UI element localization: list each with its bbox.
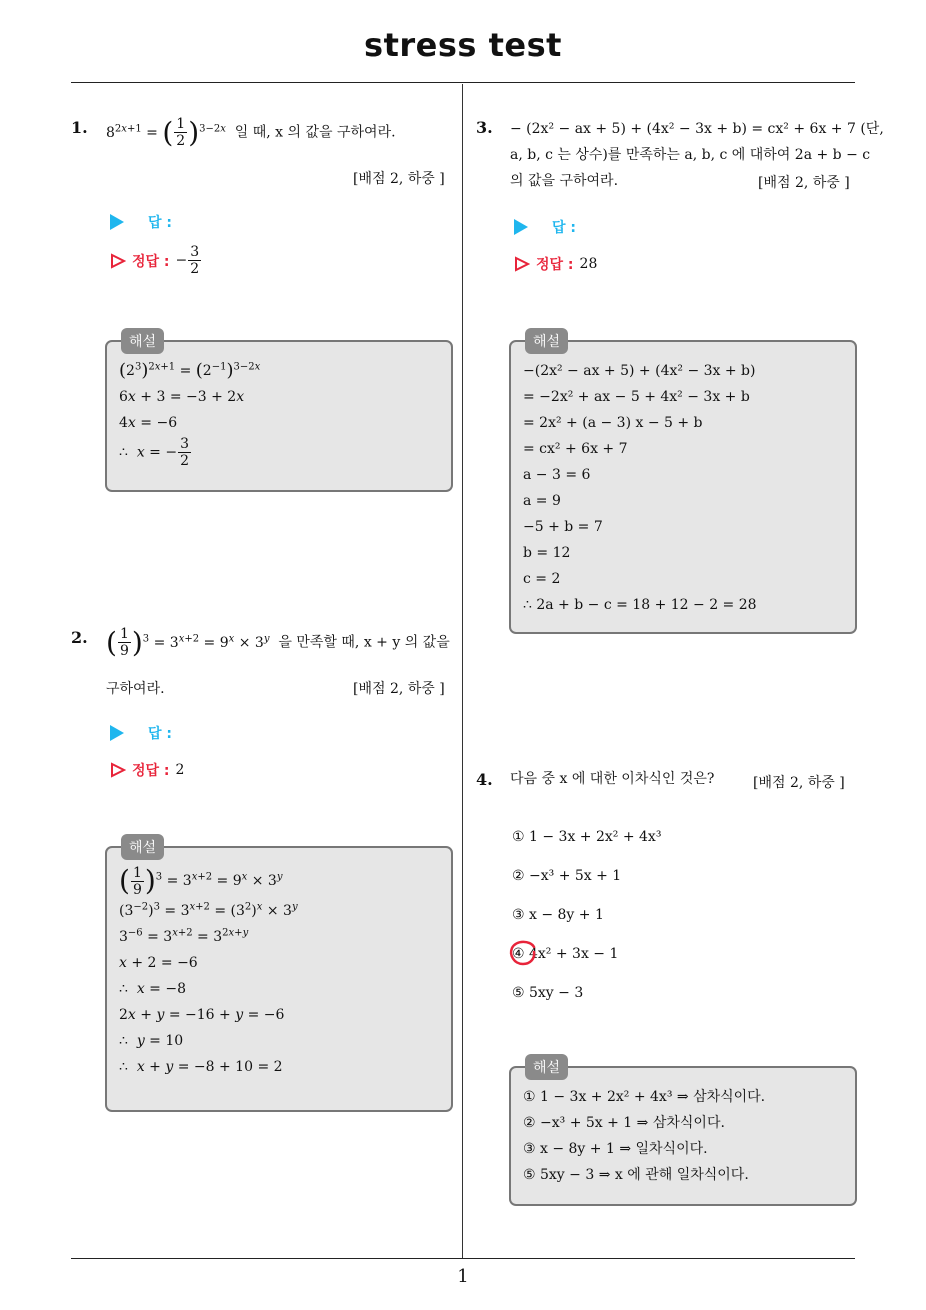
question-1-answer-row [110, 212, 172, 232]
question-2-text [106, 626, 450, 659]
outline-triangle-icon [110, 762, 126, 778]
solution-line: 6x + 3 = −3 + 2x [119, 389, 245, 405]
question-1-solution-box [105, 334, 453, 492]
solution-line: 2x + y = −16 + y = −6 [119, 1007, 285, 1023]
question-4-solution-box [509, 1060, 857, 1206]
question-1-correct-row [110, 244, 202, 277]
solution-line: ② −x³ + 5x + 1 ⇒ 삼차식이다. [523, 1115, 725, 1131]
question-2-number: 2. [71, 628, 88, 647]
solution-tag: 해설 [525, 1054, 568, 1080]
correct-label: 정답 : [132, 763, 170, 779]
column-divider [462, 84, 463, 1258]
play-icon [110, 214, 124, 230]
question-1-correct-value: − $\frac{3}{2}$ [175, 244, 200, 277]
solution-line: ③ x − 8y + 1 ⇒ 일차식이다. [523, 1141, 708, 1157]
option-1[interactable]: ① 1 − 3x + 2x² + 4x³ [512, 829, 662, 845]
solution-line: ∴ x = −8 [119, 981, 186, 997]
question-1-text [106, 116, 396, 149]
solution-tag: 해설 [121, 834, 164, 860]
question-3-line-2: a, b, c 는 상수)를 만족하는 a, b, c 에 대하여 2a + b − c [510, 147, 871, 163]
question-2-answer-row [110, 723, 172, 743]
question-1-number: 1. [71, 118, 88, 137]
solution-line: = −2x² + ax − 5 + 4x² − 3x + b [523, 389, 750, 405]
solution-line: $(2^3)^{2x+1} = (2^{-1})^{3-2x}$ [119, 360, 261, 381]
solution-line: $(3^{-2})^3 = 3^{x+2} = (3^2)^x \times 3^y$ [119, 901, 298, 919]
option-2[interactable]: ② −x³ + 5x + 1 [512, 868, 622, 884]
correct-label: 정답 : [536, 257, 574, 273]
play-icon [110, 725, 124, 741]
question-4-prompt: 다음 중 x 에 대한 이차식인 것은? [510, 771, 715, 787]
question-4-number: 4. [476, 770, 493, 789]
solution-line: b = 12 [523, 545, 571, 561]
question-1-prompt: 일 때, x 의 값을 구하여라. [234, 124, 396, 141]
question-2-correct-value: 2 [175, 762, 185, 778]
answer-label: 답 : [148, 726, 172, 742]
solution-line: ∴ x + y = −8 + 10 = 2 [119, 1059, 283, 1075]
solution-line: ∴ y = 10 [119, 1033, 184, 1049]
answer-label: 답 : [552, 220, 576, 236]
question-3-correct-row [514, 254, 597, 274]
solution-line: ∴ x = − $\frac{3}{2}$ [119, 436, 190, 469]
correct-label: 정답 : [132, 253, 170, 270]
solution-line: a − 3 = 6 [523, 467, 591, 483]
solution-line: −5 + b = 7 [523, 519, 603, 535]
solution-line: c = 2 [523, 571, 561, 587]
solution-line: ( $\frac{1}{9}$ )$^3 = 3^{x+2} = 9^x \times 3^y$ [119, 864, 283, 898]
solution-tag: 해설 [121, 328, 164, 354]
selected-answer-mark-icon [508, 938, 538, 968]
question-3-correct-value: 28 [579, 256, 598, 272]
question-3-solution-box [509, 334, 857, 634]
question-3-meta: [배점 2, 하중 ] [758, 175, 850, 191]
question-1-equation: $8^{2x+1}$ = ( $\frac{1}{2}$ )$^{3-2x}$ [106, 115, 226, 149]
page-title: stress test [364, 26, 562, 64]
question-3-line-3: 의 값을 구하여라. [510, 173, 619, 189]
question-2-meta: [배점 2, 하중 ] [353, 681, 445, 697]
question-3-number: 3. [476, 118, 493, 137]
outline-triangle-icon [514, 256, 530, 272]
option-5[interactable]: ⑤ 5xy − 3 [512, 985, 584, 1001]
footer-rule [71, 1258, 855, 1259]
play-icon [514, 219, 528, 235]
solution-line: ① 1 − 3x + 2x² + 4x³ ⇒ 삼차식이다. [523, 1089, 766, 1105]
solution-tag: 해설 [525, 328, 568, 354]
solution-line: $3^{-6} = 3^{x+2} = 3^{2x+y}$ [119, 927, 249, 945]
page-number: 1 [457, 1266, 469, 1287]
question-2-prompt-line-1: 을 만족할 때, x + y 의 값을 [278, 634, 450, 651]
question-2-correct-row [110, 760, 184, 780]
solution-line: a = 9 [523, 493, 561, 509]
answer-label: 답 : [148, 215, 172, 231]
question-3-line-1: − (2x² − ax + 5) + (4x² − 3x + b) = cx² + 6x + 7 (단, [510, 121, 884, 137]
solution-line: 4x = −6 [119, 415, 178, 431]
solution-line: x + 2 = −6 [119, 955, 198, 971]
question-2-prompt-line-2: 구하여라. [106, 681, 165, 697]
question-4-meta: [배점 2, 하중 ] [753, 775, 845, 791]
solution-line: = cx² + 6x + 7 [523, 441, 628, 457]
question-2-equation: ( $\frac{1}{9}$ )$^3 = 3^{x+2} = 9^x \times 3^y$ [106, 625, 270, 659]
question-3-answer-row [514, 217, 576, 237]
question-2-solution-box [105, 840, 453, 1112]
option-4[interactable]: ④ 4x² + 3x − 1 [512, 946, 619, 962]
outline-triangle-icon [110, 253, 126, 269]
solution-line: = 2x² + (a − 3) x − 5 + b [523, 415, 703, 431]
question-1-meta: [배점 2, 하중 ] [353, 171, 445, 187]
solution-line: ∴ 2a + b − c = 18 + 12 − 2 = 28 [523, 597, 757, 613]
solution-line: −(2x² − ax + 5) + (4x² − 3x + b) [523, 363, 756, 379]
option-3[interactable]: ③ x − 8y + 1 [512, 907, 604, 923]
solution-line: ⑤ 5xy − 3 ⇒ x 에 관해 일차식이다. [523, 1167, 749, 1183]
header-rule [71, 82, 855, 83]
